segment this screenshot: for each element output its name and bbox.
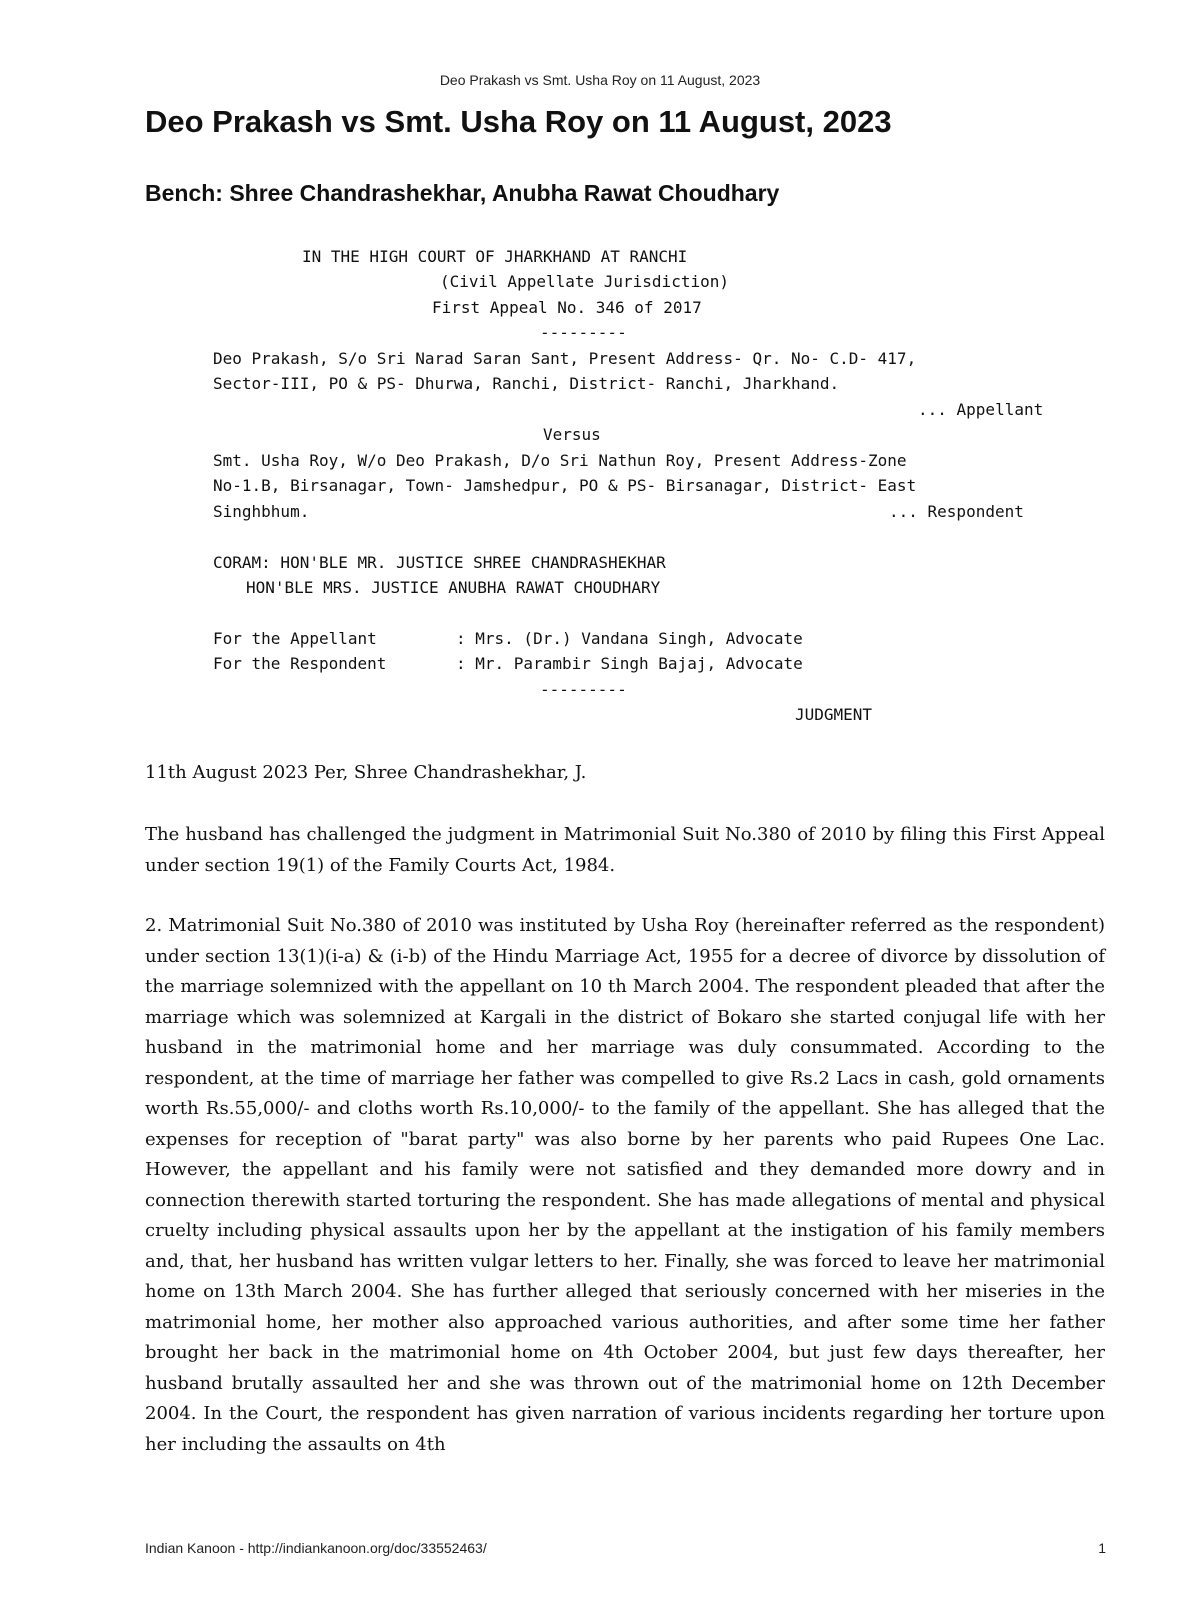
jurisdiction: (Civil Appellate Jurisdiction): [440, 272, 729, 291]
separator-top: ---------: [540, 323, 627, 342]
paragraph-2: 2. Matrimonial Suit No.380 of 2010 was instituted by Usha Roy (hereinafter referred as the respondent) under section 13(1)(i-a) & (i-b) of the Hindu Marriage Act, 1955 for a decree of divorce by dissolution of the marriage solemnized with the appellant on 10 th March 2004. The respondent pleaded that after the marriage which was solemnized at Kargali in the district of Bokaro she started conjugal life with her husband in the matrimonial home and her marriage was duly consummated. According to the respondent, at the time of marriage her father was compelled to give Rs.2 Lacs in cash, gold ornaments worth Rs.55,000/- and cloths worth Rs.10,000/- to the family of the appellant. She has alleged that the expenses for reception of "barat party" was also borne by her parents who paid Rupees One Lac. However, the appellant and his family were not satisfied and they demanded more dowry and in connection therewith started torturing the respondent. She has made allegations of mental and physical cruelty including physical assaults upon her by the appellant at the instigation of his family members and, that, her husband has written vulgar letters to her. Finally, she was forced to leave her matrimonial home on 13th March 2004. She has further alleged that seriously concerned with her miseries in the matrimonial home, her mother also approached various authorities, and after some time her father brought her back in the matrimonial home on 4th October 2004, but just few days thereafter, her husband brutally assaulted her and she was thrown out of the matrimonial home on 12th December 2004. In the Court, the respondent has given narration of various incidents regarding her torture upon her including the assaults on 4th: [145, 915, 1105, 1455]
separator-bottom: ---------: [540, 680, 627, 699]
coram-line2: HON'BLE MRS. JUSTICE ANUBHA RAWAT CHOUDHARY: [246, 578, 661, 597]
appellant-address-line1: Deo Prakash, S/o Sri Narad Saran Sant, Present Address- Qr. No- C.D- 417,: [213, 349, 917, 368]
judgment-date-line: 11th August 2023 Per, Shree Chandrashekhar, J.: [145, 762, 587, 783]
appeal-number: First Appeal No. 346 of 2017: [432, 298, 702, 317]
court-name: IN THE HIGH COURT OF JHARKHAND AT RANCHI: [302, 247, 688, 266]
for-appellant-counsel: : Mrs. (Dr.) Vandana Singh, Advocate: [456, 629, 803, 648]
appellant-address-line2: Sector-III, PO & PS- Dhurwa, Ranchi, District- Ranchi, Jharkhand.: [213, 374, 840, 393]
coram-line1: CORAM: HON'BLE MR. JUSTICE SHREE CHANDRASHEKHAR: [213, 553, 666, 572]
respondent-address-line2: No-1.B, Birsanagar, Town- Jamshedpur, PO & PS- Birsanagar, District- East: [213, 476, 917, 495]
respondent-role: ... Respondent: [889, 502, 1024, 521]
document-title: Deo Prakash vs Smt. Usha Roy on 11 August, 2023: [145, 104, 892, 139]
bench-line: Bench: Shree Chandrashekhar, Anubha Rawat Choudhary: [145, 180, 780, 206]
page-number: 1: [1098, 1540, 1106, 1556]
respondent-address-line1: Smt. Usha Roy, W/o Deo Prakash, D/o Sri Nathun Roy, Present Address-Zone: [213, 451, 907, 470]
running-header: Deo Prakash vs Smt. Usha Roy on 11 August, 2023: [439, 72, 761, 88]
respondent-address-line3: Singhbhum.: [213, 502, 310, 521]
footer-source: Indian Kanoon - http://indiankanoon.org/doc/33552463/: [145, 1540, 487, 1556]
judgment-heading: JUDGMENT: [795, 705, 873, 724]
paragraph-1: The husband has challenged the judgment in Matrimonial Suit No.380 of 2010 by filing this First Appeal under section 19(1) of the Family Courts Act, 1984.: [145, 824, 1105, 876]
for-appellant-label: For the Appellant: [213, 629, 377, 648]
for-respondent-label: For the Respondent: [213, 654, 387, 673]
for-respondent-counsel: : Mr. Parambir Singh Bajaj, Advocate: [456, 654, 803, 673]
appellant-role: ... Appellant: [918, 400, 1044, 419]
versus: Versus: [543, 425, 601, 444]
